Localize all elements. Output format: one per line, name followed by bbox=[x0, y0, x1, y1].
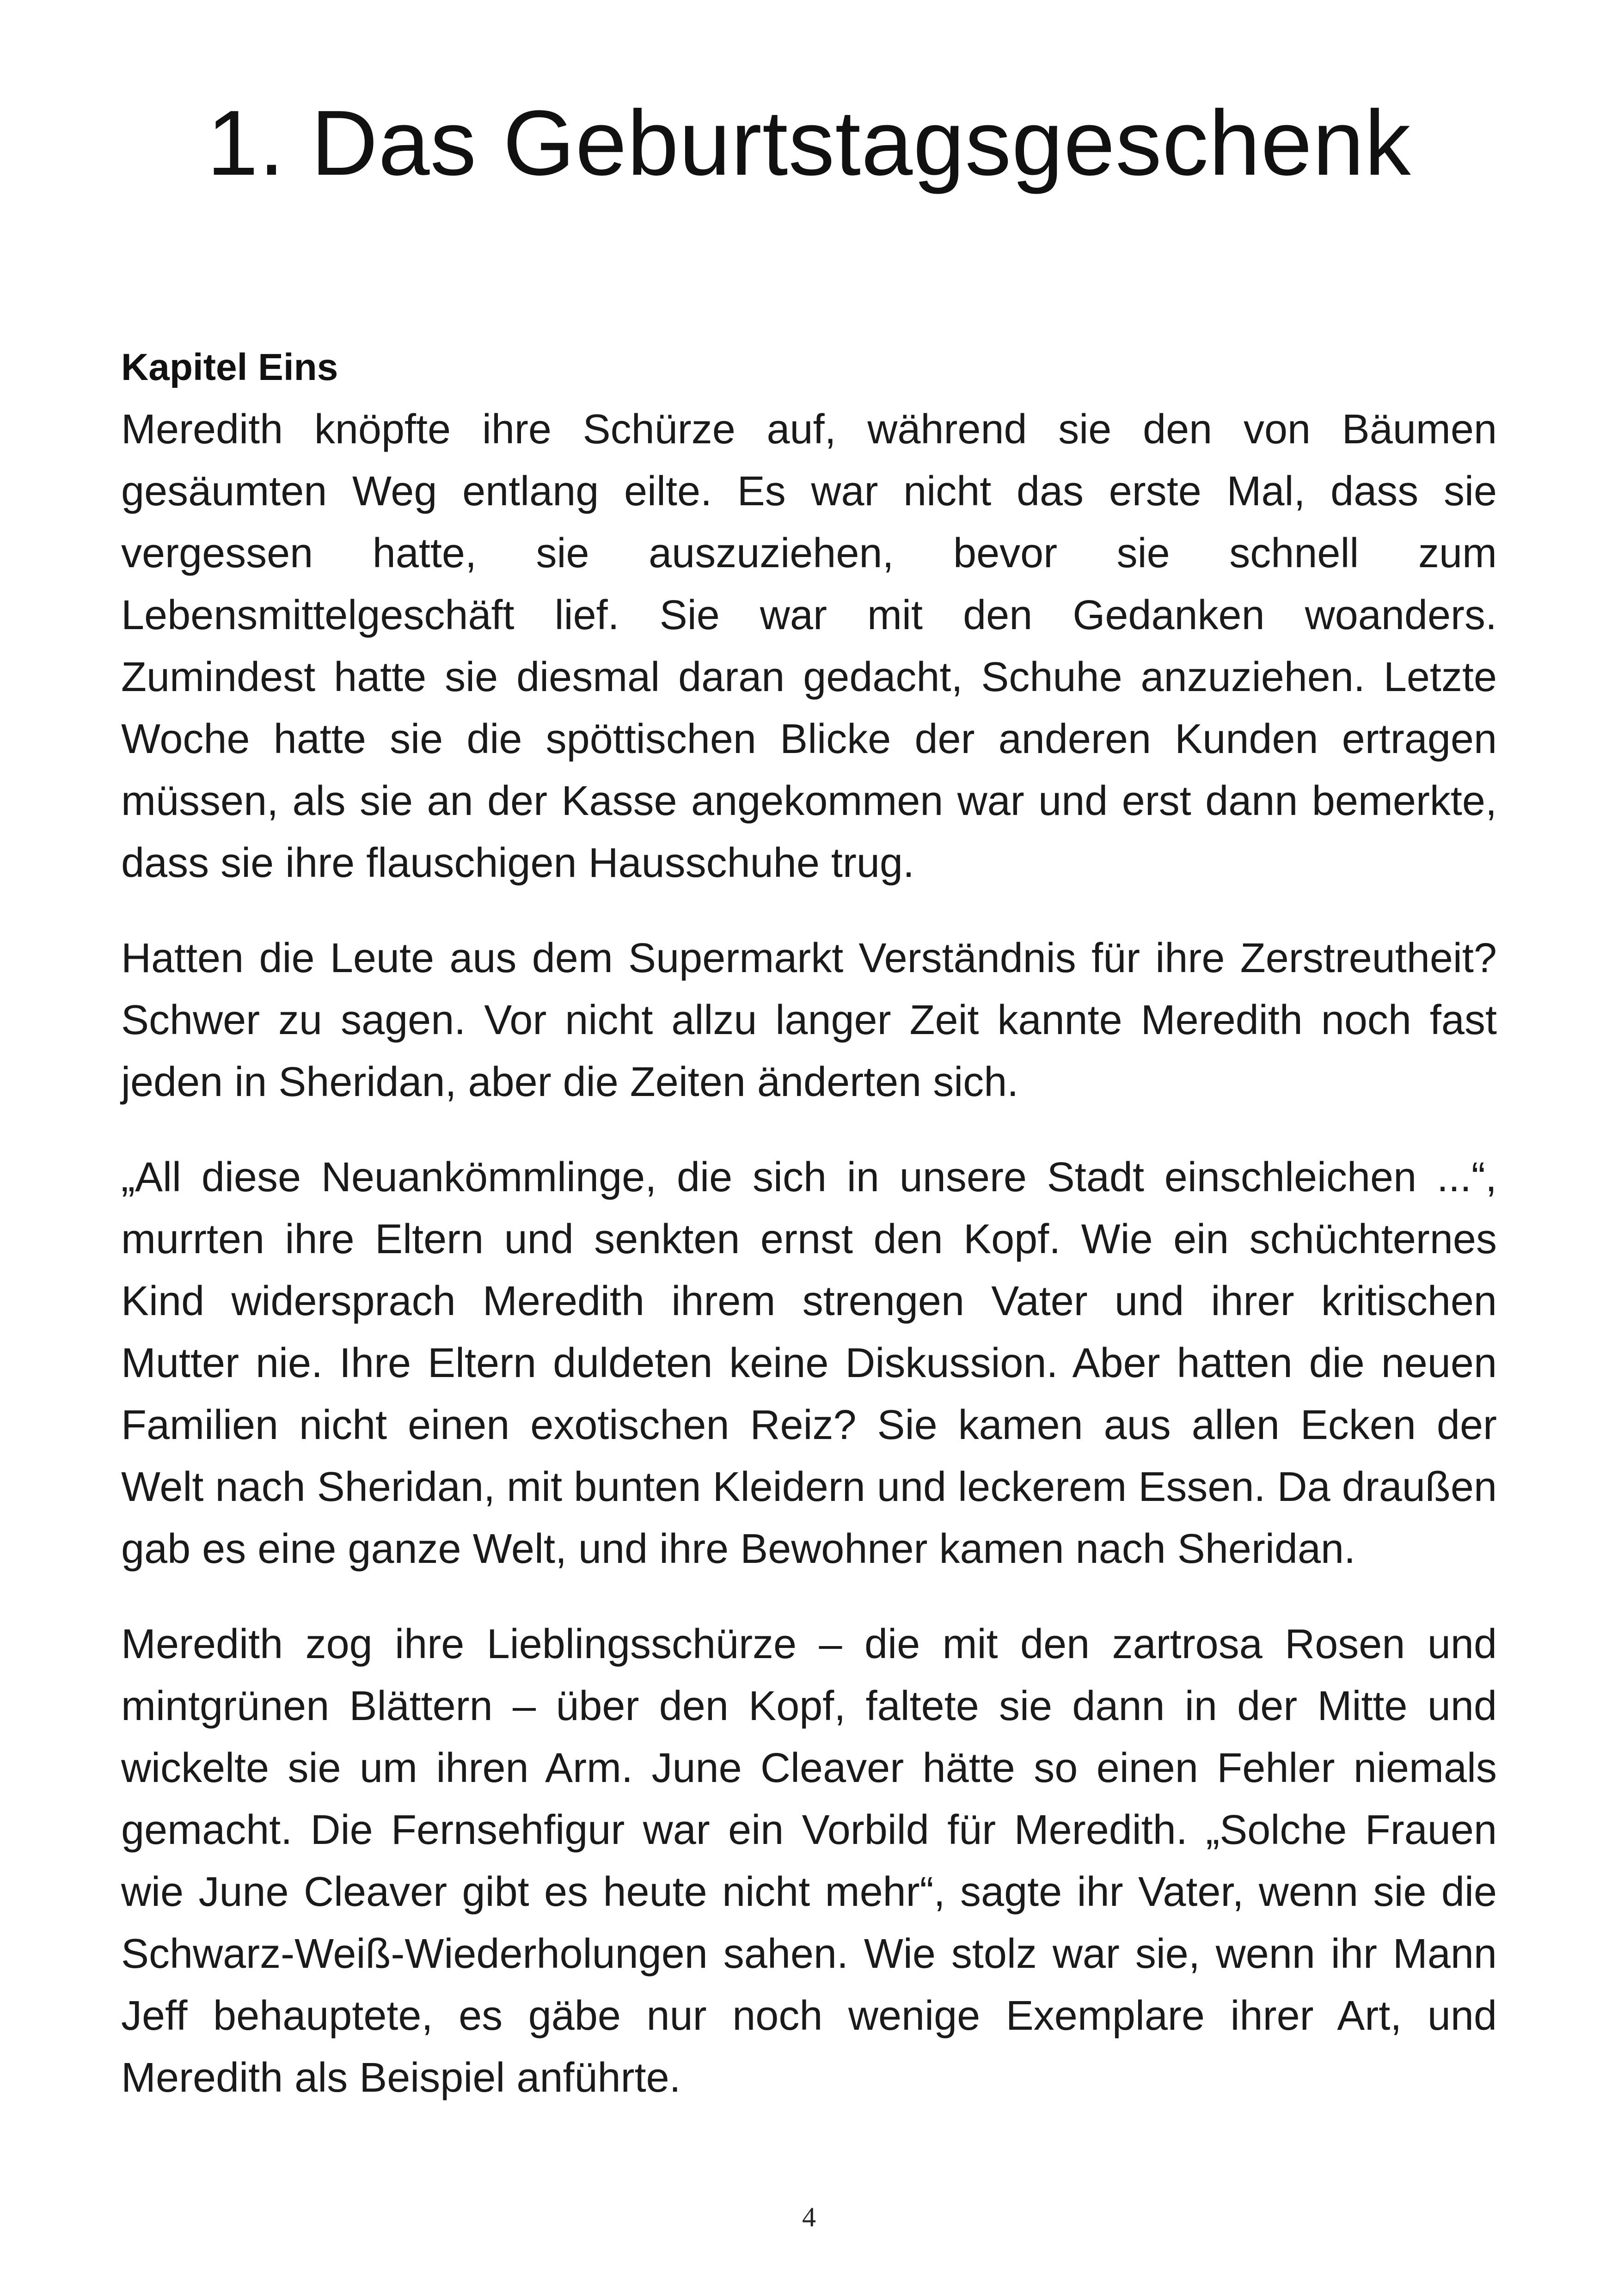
chapter-title: 1. Das Geburtstagsgeschenk bbox=[207, 92, 1411, 195]
paragraph-3: „All diese Neuankömmlinge, die sich in unsere Stadt einschleichen ...“, murrten ihre Eltern und senkten ernst den Kopf. Wie ein schüchternes Kind widersprach Meredith ihrem strengen Vater und ihrer kritischen Mutter nie. Ihre Eltern duldeten keine Diskussion. Aber hatten die neuen Familien nicht einen exotischen Reiz? Sie kamen aus allen Ecken der Welt nach Sheridan, mit bunten Kleidern und leckerem Essen. Da draußen gab es eine ganze Welt, und ihre Bewohner kamen nach Sheridan. bbox=[121, 1154, 1497, 1572]
paragraph-4: Meredith zog ihre Lieblingsschürze – die mit den zartrosa Rosen und mintgrünen Blättern – über den Kopf, faltete sie dann in der Mitte und wickelte sie um ihren Arm. June Cleaver hätte so einen Fehler niemals gemacht. Die Fernsehfigur war ein Vorbild für Meredith. „Solche Frauen wie June Cleaver gibt es heute nicht mehr“, sagte ihr Vater, wenn sie die Schwarz-Weiß-Wiederholungen sahen. Wie stolz war sie, wenn ihr Mann Jeff behauptete, es gäbe nur noch wenige Exemplare ihrer Art, und Meredith als Beispiel anführte. bbox=[121, 1621, 1497, 2101]
section-heading: Kapitel Eins bbox=[121, 346, 338, 388]
chapter-body bbox=[121, 337, 1497, 2142]
page-number: 4 bbox=[802, 2202, 816, 2232]
paragraph-2: Hatten die Leute aus dem Supermarkt Verständnis für ihre Zerstreutheit? Schwer zu sagen. Vor nicht allzu langer Zeit kannte Meredith noch fast jeden in Sheridan, aber die Zeiten änderten sich. bbox=[121, 935, 1497, 1105]
paragraph-1: Meredith knöpfte ihre Schürze auf, während sie den von Bäumen gesäumten Weg entlang eilte. Es war nicht das erste Mal, dass sie vergessen hatte, sie auszuziehen, bevor sie schnell zum Lebensmittelgeschäft lief. Sie war mit den Gedanken woanders. Zumindest hatte sie diesmal daran gedacht, Schuhe anzuziehen. Letzte Woche hatte sie die spöttischen Blicke der anderen Kunden ertragen müssen, als sie an der Kasse angekommen war und erst dann bemerkte, dass sie ihre flauschigen Hausschuhe trug. bbox=[121, 406, 1497, 886]
